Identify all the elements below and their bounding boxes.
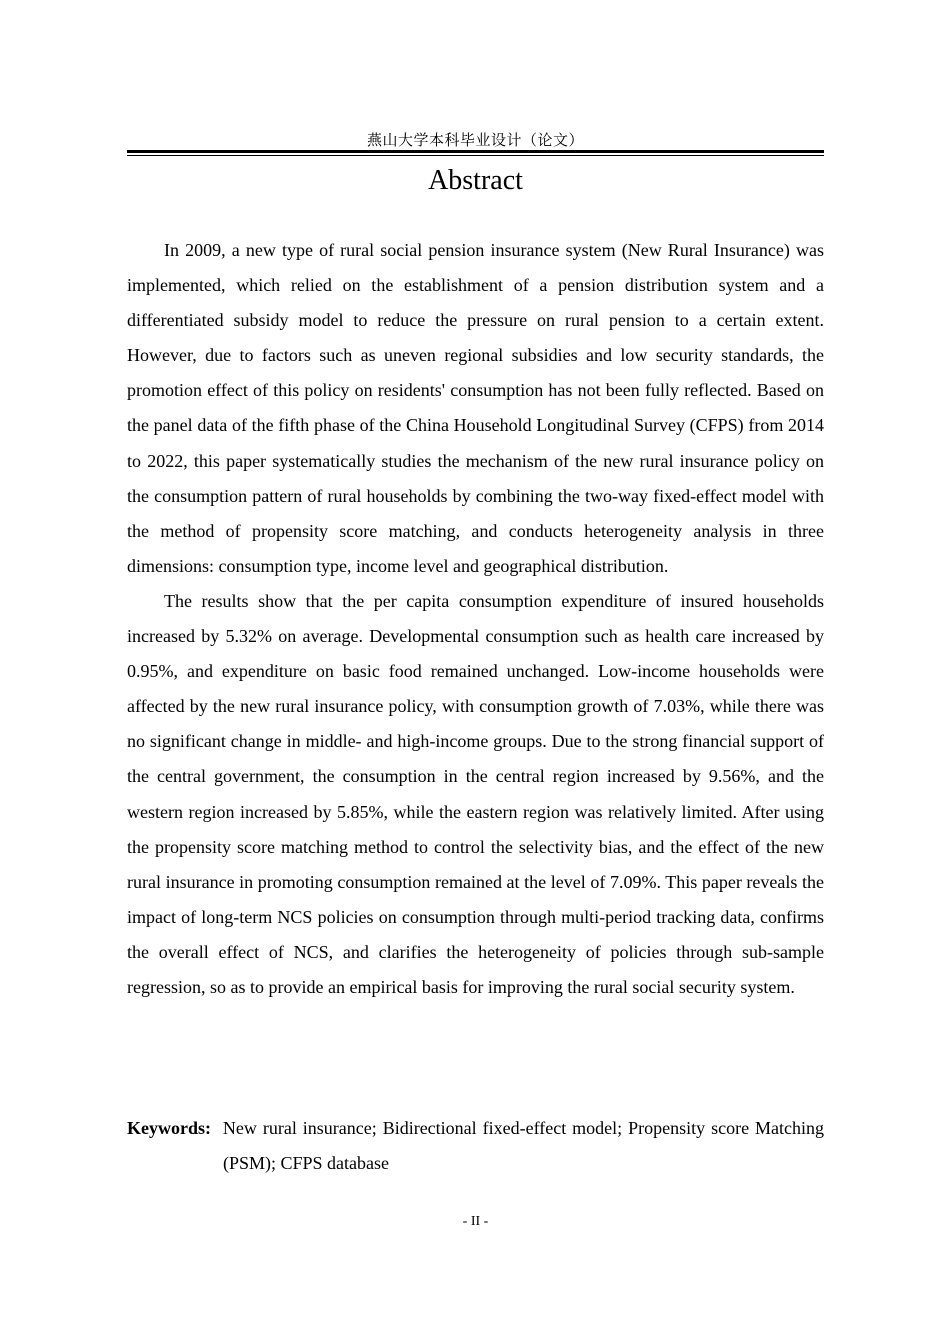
header-rule-thin [127, 155, 824, 156]
abstract-paragraph-1: In 2009, a new type of rural social pension insurance system (New Rural Insurance) was implemented, which relied on the establishment of a pension distribution system and a differentiated subsidy model to reduce the pressure on rural pension to a certain extent. However, due to factors such as uneven regional subsidies and low security standards, the promotion effect of this policy on residents' consumption has not been fully reflected. Based on the panel data of the fifth phase of the China Household Longitudinal Survey (CFPS) from 2014 to 2022, this paper systematically studies the mechanism of the new rural insurance policy on the consumption pattern of rural households by combining the two-way fixed-effect model with the method of propensity score matching, and conducts heterogeneity analysis in three dimensions: consumption type, income level and geographical distribution. [127, 240, 824, 576]
abstract-paragraph-2: The results show that the per capita consumption expenditure of insured households increased by 5.32% on average. Developmental consumption such as health care increased by 0.95%, and expenditure on basic food remained unchanged. Low-income households were affected by the new rural insurance policy, with consumption growth of 7.03%, while there was no significant change in middle- and high-income groups. Due to the strong financial support of the central government, the consumption in the central region increased by 9.56%, and the western region increased by 5.85%, while the eastern region was relatively limited. After using the propensity score matching method to control the selectivity bias, and the effect of the new rural insurance in promoting consumption remained at the level of 7.09%. This paper reveals the impact of long-term NCS policies on consumption through multi-period tracking data, confirms the overall effect of NCS, and clarifies the heterogeneity of policies through sub-sample regression, so as to provide an empirical basis for improving the rural social security system. [127, 590, 824, 997]
header-rule-thick [127, 150, 824, 153]
running-header: 燕山大学本科毕业设计（论文） [366, 131, 584, 149]
keywords-block [127, 1111, 824, 1181]
keywords-label: Keywords: [127, 1118, 211, 1138]
keywords-text: New rural insurance; Bidirectional fixed-effect model; Propensity score Matching (PSM); CFPS database [222, 1118, 824, 1173]
abstract-title: Abstract [428, 165, 523, 196]
page-number: - II - [462, 1214, 489, 1229]
abstract-body [127, 233, 824, 1005]
